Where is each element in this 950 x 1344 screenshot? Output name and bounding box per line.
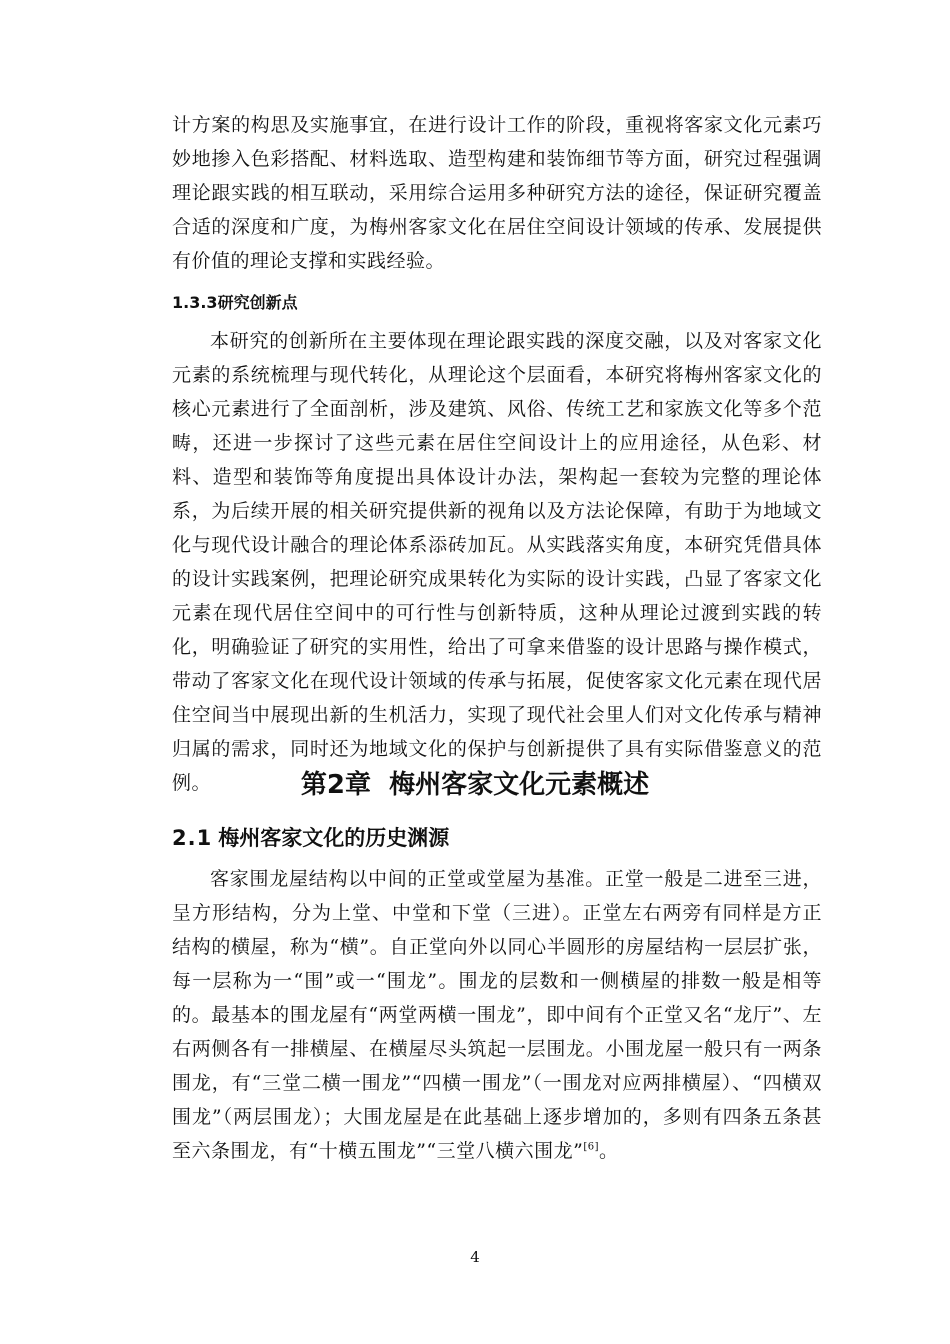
page-number: 4 xyxy=(470,1248,480,1266)
chapter-label: 第2章 xyxy=(300,770,371,800)
subsection-number: 1.3.3 xyxy=(172,293,218,312)
section-number: 2.1 xyxy=(172,826,213,850)
history-paragraph xyxy=(172,862,822,1168)
history-end: 。 xyxy=(599,1140,619,1162)
innovation-paragraph: 本研究的创新所在主要体现在理论跟实践的深度交融，以及对客家文化元素的系统梳理与现代转化，从理论这个层面看，本研究将梅州客家文化的核心元素进行了全面剖析，涉及建筑、风俗、传统工艺和家族文化等多个范畴，还进一步探讨了这些元素在居住空间设计上的应用途径，从色彩、材料、造型和装饰等角度提出具体设计办法，架构起一套较为完整的理论体系，为后续开展的相关研究提供新的视角以及方法论保障，有助于为地域文化与现代设计融合的理论体系添砖加瓦。从实践落实角度，本研究凭借具体的设计实践案例，把理论研究成果转化为实际的设计实践，凸显了客家文化元素在现代居住空间中的可行性与创新特质，这种从理论过渡到实践的转化，明确验证了研究的实用性，给出了可拿来借鉴的设计思路与操作模式，带动了客家文化在现代设计领域的传承与拓展，促使客家文化元素在现代居住空间当中展现出新的生机活力，实现了现代社会里人们对文化传承与精神归属的需求，同时还为地域文化的保护与创新提供了具有实际借鉴意义的范例。 xyxy=(172,330,822,794)
subsection-title: 研究创新点 xyxy=(217,293,298,312)
section-heading xyxy=(172,822,449,852)
chapter-title: 梅州客家文化元素概述 xyxy=(389,770,650,800)
history-text: 客家围龙屋结构以中间的正堂或堂屋为基准。正堂一般是二进至三进，呈方形结构，分为上堂、中堂和下堂（三进）。正堂左右两旁有同样是方正结构的横屋，称为“横”。自正堂向外以同心半圆形的房屋结构一层层扩张，每一层称为一“围”或一“围龙”。围龙的层数和一侧横屋的排数一般是相等的。最基本的围龙屋有“两堂两横一围龙”，即中间有个正堂又名“龙厅”、左右两侧各有一排横屋、在横屋尽头筑起一层围龙。小围龙屋一般只有一两条围龙，有“三堂二横一围龙”“四横一围龙”（一围龙对应两排横屋）、“四横双围龙”（两层围龙）；大围龙屋是在此基础上逐步增加的，多则有四条五条甚至六条围龙，有“十横五围龙”“三堂八横六围龙” xyxy=(172,868,822,1162)
intro-paragraph: 计方案的构思及实施事宜，在进行设计工作的阶段，重视将客家文化元素巧妙地掺入色彩搭配、材料选取、造型构建和装饰细节等方面，研究过程强调理论跟实践的相互联动，采用综合运用多种研究方法的途径，保证研究覆盖合适的深度和广度，为梅州客家文化在居住空间设计领域的传承、发展提供有价值的理论支撑和实践经验。 xyxy=(172,114,822,272)
section-title: 梅州客家文化的历史渊源 xyxy=(218,826,450,850)
citation-ref: [6] xyxy=(583,1141,600,1153)
subsection-heading xyxy=(172,290,298,313)
chapter-heading xyxy=(0,764,950,801)
